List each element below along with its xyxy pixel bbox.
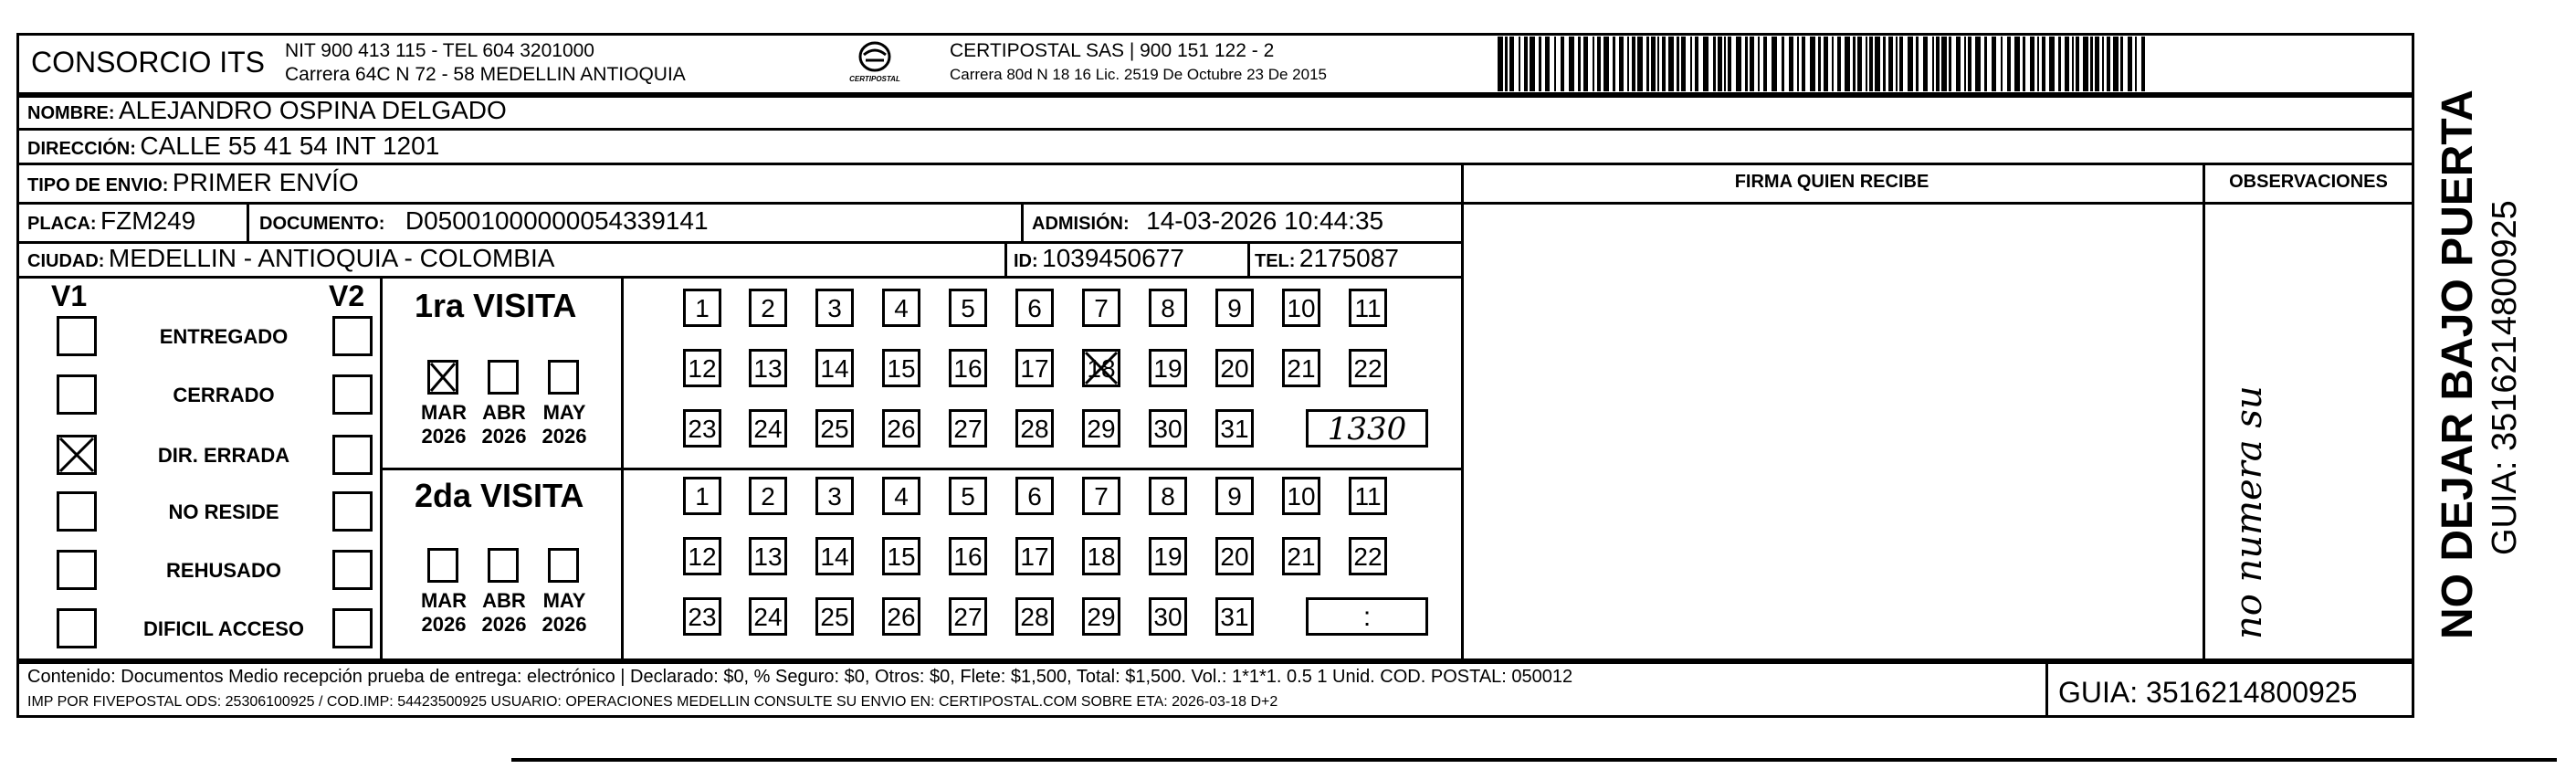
- barcode: [1498, 37, 2155, 91]
- side-guia: GUIA: 3516214800925: [2486, 200, 2524, 555]
- ciudad-label: CIUDAD:: [27, 251, 105, 271]
- company-address: Carrera 64C N 72 - 58 MEDELLIN ANTIOQUIA: [285, 64, 686, 85]
- month-label: MAR: [420, 589, 468, 612]
- documento-value: D05001000000054339141: [405, 206, 709, 235]
- day-box[interactable]: 22: [1349, 349, 1387, 387]
- year-label: 2026: [421, 425, 467, 448]
- day-box[interactable]: 21: [1282, 537, 1320, 575]
- day-box[interactable]: 7: [1082, 289, 1120, 327]
- day-box[interactable]: 10: [1282, 289, 1320, 327]
- month-checkbox[interactable]: [488, 548, 519, 583]
- placa-label: PLACA:: [27, 214, 97, 234]
- tipo-label: TIPO DE ENVIO:: [27, 175, 169, 195]
- v2-checkbox[interactable]: [332, 374, 373, 415]
- tel-value: 2175087: [1299, 244, 1399, 272]
- observacion-handwritten: no numera su: [2228, 385, 2270, 639]
- day-box[interactable]: 20: [1215, 537, 1254, 575]
- certipostal-logo-icon: [838, 37, 911, 91]
- status-label: NO RESIDE: [168, 500, 279, 523]
- logo-caption: CERTIPOSTAL: [849, 75, 900, 83]
- day-box[interactable]: 31: [1215, 409, 1254, 448]
- ciudad-cell: [27, 244, 554, 273]
- v1-header: V1: [51, 279, 88, 312]
- bottom-rule: [511, 758, 2557, 762]
- placa-cell: [27, 206, 195, 236]
- year-label: 2026: [541, 425, 587, 448]
- observaciones-header: OBSERVACIONES: [2229, 172, 2388, 192]
- month-checkbox[interactable]: [427, 548, 458, 583]
- courier-name: CERTIPOSTAL SAS | 900 151 122 - 2: [950, 40, 1275, 61]
- nombre-row: [27, 96, 507, 125]
- firma-header: FIRMA QUIEN RECIBE: [1734, 172, 1929, 192]
- day-box[interactable]: 19: [1149, 537, 1187, 575]
- day-box[interactable]: 27: [949, 409, 987, 448]
- admision-value: 14-03-2026 10:44:35: [1146, 206, 1384, 235]
- day-box[interactable]: 26: [882, 597, 920, 636]
- month-label: MAY: [542, 401, 586, 424]
- day-box[interactable]: 12: [683, 537, 721, 575]
- v2-checkbox[interactable]: [332, 608, 373, 648]
- month-label: MAR: [420, 401, 468, 424]
- direccion-label: DIRECCIÓN:: [27, 139, 136, 159]
- day-box[interactable]: 4: [882, 477, 920, 515]
- day-box[interactable]: 9: [1215, 477, 1254, 515]
- day-box[interactable]: 10: [1282, 477, 1320, 515]
- day-box[interactable]: 11: [1349, 477, 1387, 515]
- day-box[interactable]: 9: [1215, 289, 1254, 327]
- day-box[interactable]: 17: [1015, 537, 1054, 575]
- day-box[interactable]: 8: [1149, 289, 1187, 327]
- status-label: CERRADO: [173, 384, 275, 406]
- day-box[interactable]: 2: [749, 289, 787, 327]
- v1-checkbox[interactable]: [57, 491, 97, 532]
- day-box[interactable]: 18: [1082, 349, 1120, 387]
- day-box[interactable]: 6: [1015, 477, 1054, 515]
- day-box[interactable]: 24: [749, 597, 787, 636]
- day-box[interactable]: 16: [949, 537, 987, 575]
- day-box[interactable]: 5: [949, 289, 987, 327]
- day-box[interactable]: 14: [815, 349, 854, 387]
- admision-cell: [1032, 206, 1383, 236]
- day-box[interactable]: 27: [949, 597, 987, 636]
- tipo-value: PRIMER ENVÍO: [172, 168, 359, 196]
- day-box[interactable]: 8: [1149, 477, 1187, 515]
- day-box[interactable]: 7: [1082, 477, 1120, 515]
- day-box[interactable]: 28: [1015, 597, 1054, 636]
- visit1-title: 1ra VISITA: [415, 287, 577, 324]
- day-box[interactable]: 26: [882, 409, 920, 448]
- id-cell: [1014, 244, 1184, 273]
- year-label: 2026: [481, 425, 527, 448]
- footer-guia: GUIA: 3516214800925: [2058, 676, 2358, 709]
- day-box[interactable]: 15: [882, 537, 920, 575]
- day-box[interactable]: 21: [1282, 349, 1320, 387]
- documento-label: DOCUMENTO:: [259, 214, 385, 234]
- day-box[interactable]: 30: [1149, 409, 1187, 448]
- v1-checkbox[interactable]: [57, 374, 97, 415]
- tipo-row: [27, 168, 359, 197]
- v1-checkbox[interactable]: [57, 608, 97, 648]
- month-checkbox[interactable]: [548, 548, 579, 583]
- month-checkbox[interactable]: [488, 360, 519, 395]
- v2-checkbox[interactable]: [332, 550, 373, 590]
- status-label: REHUSADO: [166, 559, 281, 582]
- day-box[interactable]: 6: [1015, 289, 1054, 327]
- day-box[interactable]: 31: [1215, 597, 1254, 636]
- day-box[interactable]: 11: [1349, 289, 1387, 327]
- id-value: 1039450677: [1042, 244, 1184, 272]
- day-box[interactable]: 17: [1015, 349, 1054, 387]
- day-box[interactable]: 23: [683, 597, 721, 636]
- courier-license: Carrera 80d N 18 16 Lic. 2519 De Octubre 23 De 2015: [950, 66, 1327, 83]
- day-check-mark: [1082, 349, 1120, 387]
- day-box[interactable]: 22: [1349, 537, 1387, 575]
- day-box[interactable]: 25: [815, 597, 854, 636]
- day-box[interactable]: 24: [749, 409, 787, 448]
- tel-label: TEL:: [1255, 251, 1296, 271]
- day-box[interactable]: 13: [749, 349, 787, 387]
- day-box[interactable]: 25: [815, 409, 854, 448]
- year-label: 2026: [481, 613, 527, 636]
- tel-cell: [1255, 244, 1399, 273]
- side-notice: NO DEJAR BAJO PUERTA: [2434, 90, 2482, 639]
- day-box[interactable]: 15: [882, 349, 920, 387]
- day-box[interactable]: 30: [1149, 597, 1187, 636]
- direccion-value: CALLE 55 41 54 INT 1201: [140, 132, 440, 160]
- month-label: ABR: [482, 589, 526, 612]
- day-box[interactable]: 13: [749, 537, 787, 575]
- day-box[interactable]: 16: [949, 349, 987, 387]
- month-check-mark: [427, 360, 458, 395]
- day-box[interactable]: 19: [1149, 349, 1187, 387]
- placa-value: FZM249: [100, 206, 196, 235]
- status-label: ENTREGADO: [159, 325, 289, 348]
- month-label: ABR: [482, 401, 526, 424]
- footer-contenido: Contenido: Documentos Medio recepción prueba de entrega: electrónico | Declarado: $0, % Seguro: $0, Otros: $0, Flete: $1,500, Total: $1,500. Vol.: 1*1*1. 0.5 1 Unid. COD. POSTAL: 050012: [27, 667, 1573, 687]
- id-label: ID:: [1014, 251, 1038, 271]
- company-nit: NIT 900 413 115 - TEL 604 3201000: [285, 40, 594, 61]
- day-box[interactable]: 14: [815, 537, 854, 575]
- v2-checkbox[interactable]: [332, 491, 373, 532]
- company-name: CONSORCIO ITS: [31, 46, 266, 79]
- direccion-row: [27, 132, 439, 161]
- day-box[interactable]: 1: [683, 477, 721, 515]
- day-box[interactable]: 20: [1215, 349, 1254, 387]
- ciudad-value: MEDELLIN - ANTIOQUIA - COLOMBIA: [108, 244, 555, 272]
- time-box[interactable]: 1330: [1306, 409, 1428, 448]
- nombre-label: NOMBRE:: [27, 103, 115, 123]
- status-label: DIFICIL ACCESO: [142, 617, 304, 640]
- v1-check-mark: [57, 435, 97, 475]
- day-box[interactable]: 29: [1082, 597, 1120, 636]
- day-box[interactable]: 28: [1015, 409, 1054, 448]
- signature-area[interactable]: [1465, 205, 2201, 659]
- documento-cell: [259, 206, 709, 236]
- day-box[interactable]: 12: [683, 349, 721, 387]
- footer-imp: IMP POR FIVEPOSTAL ODS: 25306100925 / COD.IMP: 54423500925 USUARIO: OPERACIONES MEDELLIN CONSULTE SU ENVIO EN: CERTIPOSTAL.COM SOBRE ETA: 2026-03-18 D+2: [27, 694, 1278, 710]
- v2-header: V2: [329, 279, 365, 312]
- status-label: DIR. ERRADA: [157, 444, 290, 467]
- day-box[interactable]: 1: [683, 289, 721, 327]
- time-box[interactable]: :: [1306, 597, 1428, 636]
- day-box[interactable]: 29: [1082, 409, 1120, 448]
- day-box[interactable]: 3: [815, 289, 854, 327]
- year-label: 2026: [541, 613, 587, 636]
- certipostal-logo: [838, 37, 911, 91]
- day-box[interactable]: 18: [1082, 537, 1120, 575]
- month-label: MAY: [542, 589, 586, 612]
- v1-checkbox[interactable]: [57, 316, 97, 356]
- visit2-title: 2da VISITA: [415, 477, 584, 514]
- day-box[interactable]: 5: [949, 477, 987, 515]
- year-label: 2026: [421, 613, 467, 636]
- day-box[interactable]: 2: [749, 477, 787, 515]
- day-box[interactable]: 3: [815, 477, 854, 515]
- v2-checkbox[interactable]: [332, 435, 373, 475]
- v1-checkbox[interactable]: [57, 550, 97, 590]
- admision-label: ADMISIÓN:: [1032, 214, 1130, 234]
- month-checkbox[interactable]: [548, 360, 579, 395]
- day-box[interactable]: 23: [683, 409, 721, 448]
- day-box[interactable]: 4: [882, 289, 920, 327]
- v2-checkbox[interactable]: [332, 316, 373, 356]
- nombre-value: ALEJANDRO OSPINA DELGADO: [119, 96, 507, 124]
